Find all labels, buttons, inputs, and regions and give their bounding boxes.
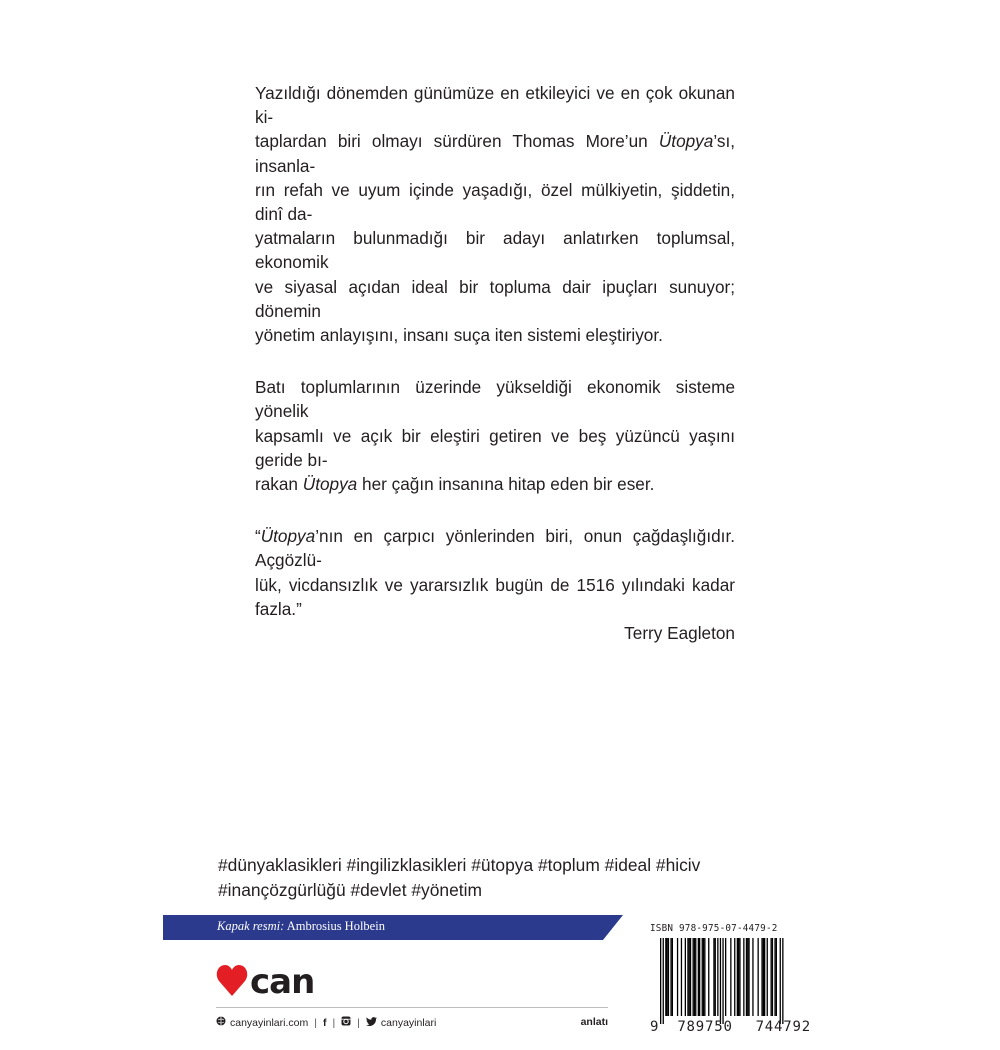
barcode-bar — [780, 938, 781, 1024]
cover-credit-banner — [163, 915, 623, 940]
barcode-bar — [702, 938, 703, 1016]
barcode-bar — [746, 938, 747, 1016]
footer-separator: | — [357, 1016, 360, 1029]
series-label: anlatı — [580, 1016, 608, 1028]
barcode-bar — [752, 938, 753, 1016]
barcode-bar — [725, 938, 726, 1016]
barcode-bar — [703, 938, 704, 1016]
barcode-bar — [720, 938, 721, 1024]
footer-separator: | — [314, 1016, 317, 1029]
barcode-bar — [695, 938, 696, 1016]
barcode-bar — [687, 938, 688, 1016]
logo-text: can — [250, 962, 315, 1000]
barcode-bar — [772, 938, 773, 1016]
book-title-italic: Ütopya — [302, 474, 358, 495]
hashtags-line-2: #inançözgürlüğü #devlet #yönetim — [218, 880, 482, 900]
paragraph-2 — [255, 375, 735, 496]
quote-line-1: “Ütopya’nın en çarpıcı yönlerinden biri, onun çağdaşlığıdır. Açgözlü- — [255, 526, 735, 571]
social-handle[interactable]: canyayinlari — [380, 1016, 437, 1029]
barcode-bar — [771, 938, 772, 1016]
barcode-bar — [738, 938, 739, 1016]
barcode-bar — [767, 938, 768, 1016]
p1-line-6: yönetim anlayışını, insanı suça iten sistemi eleştiriyor. — [255, 325, 663, 346]
book-title-italic: Ütopya — [260, 526, 316, 547]
book-title-italic: Ütopya — [658, 131, 714, 152]
barcode-digit-first: 9 — [650, 1019, 659, 1035]
cover-credit-label: Kapak resmi: — [217, 919, 285, 933]
publisher-footer — [216, 1016, 608, 1032]
barcode-bar — [763, 938, 764, 1016]
barcode-bars — [650, 938, 786, 1024]
barcode-bar — [685, 938, 686, 1016]
publisher-logo — [216, 960, 331, 1000]
barcode-bar — [748, 938, 749, 1016]
description-text — [255, 81, 735, 645]
twitter-icon[interactable] — [366, 1017, 377, 1029]
website-link[interactable]: canyayinlari.com — [230, 1016, 309, 1029]
p1-line-4: yatmaların bulunmadığı bir adayı anlatırken toplumsal, ekonomik — [255, 228, 735, 273]
barcode-bar — [681, 938, 682, 1016]
p1-line-2: taplardan biri olmayı sürdüren Thomas More’un Ütopya’sı, insanla- — [255, 131, 735, 176]
footer-divider — [216, 1007, 608, 1008]
barcode-bar — [747, 938, 748, 1016]
isbn-label: ISBN 978-975-07-4479-2 — [650, 923, 778, 934]
barcode-bar — [677, 938, 678, 1016]
barcode-digits — [650, 1019, 811, 1035]
barcode-bar — [693, 938, 694, 1016]
barcode-bar — [713, 938, 714, 1016]
barcode-bar — [764, 938, 765, 1016]
barcode-bar — [699, 938, 700, 1016]
instagram-icon[interactable] — [341, 1016, 351, 1029]
barcode-bar — [782, 938, 783, 1024]
quote-attribution: Terry Eagleton — [624, 623, 735, 644]
barcode-bar — [668, 938, 669, 1016]
barcode-bar — [690, 938, 691, 1016]
barcode-bar — [704, 938, 705, 1016]
barcode-bar — [670, 938, 671, 1016]
barcode-bar — [689, 938, 690, 1016]
paragraph-1 — [255, 81, 735, 347]
barcode-bar — [730, 938, 731, 1016]
barcode-bar — [776, 938, 777, 1016]
quote-paragraph — [255, 524, 735, 645]
barcode-bar — [694, 938, 695, 1016]
hashtags-line-1: #dünyaklasikleri #ingilizklasikleri #ütopya #toplum #ideal #hiciv — [218, 855, 701, 875]
quote-line-2: lük, vicdansızlık ve yararsızlık bugün de 1516 yılındaki kadar fazla.” — [255, 574, 735, 619]
barcode-bar — [665, 938, 666, 1016]
globe-icon — [216, 1016, 226, 1029]
heart-can-logo-icon — [216, 960, 331, 1000]
barcode-bar — [761, 938, 762, 1016]
barcode-bar — [758, 938, 759, 1016]
barcode-bar — [660, 938, 661, 1024]
barcode-bar — [734, 938, 735, 1016]
p1-line-1: Yazıldığı dönemden günümüze en etkileyici ve en çok okunan ki- — [255, 83, 735, 128]
p2-line-2: kapsamlı ve açık bir eleştiri getiren ve beş yüzüncü yaşını geride bı- — [255, 425, 735, 470]
barcode-bar — [717, 938, 718, 1016]
barcode-bar — [672, 938, 673, 1016]
barcode-bar — [667, 938, 668, 1016]
barcode-bar — [715, 938, 716, 1016]
p1-line-5: ve siyasal açıdan ideal bir topluma dair ipuçları sunuyor; dönemin — [255, 276, 735, 321]
cover-credit-name: Ambrosius Holbein — [286, 919, 385, 933]
cover-credit — [217, 919, 385, 934]
footer-separator: | — [332, 1016, 336, 1029]
isbn-barcode — [650, 923, 811, 1038]
barcode-digits-group-1: 789750 — [677, 1019, 733, 1035]
hashtags — [218, 853, 738, 903]
barcode-bar — [663, 938, 664, 1024]
barcode-bar — [774, 938, 775, 1016]
barcode-bar — [708, 938, 709, 1016]
p2-line-1: Batı toplumlarının üzerinde yükseldiği ekonomik sisteme yönelik — [255, 377, 735, 422]
barcode-bar — [743, 938, 744, 1016]
barcode-bar — [739, 938, 740, 1016]
barcode-bar — [737, 938, 738, 1016]
barcode-bar — [722, 938, 723, 1024]
p2-line-3: rakan Ütopya her çağın insanına hitap eden bir eser. — [255, 474, 655, 495]
barcode-digits-group-2: 744792 — [755, 1019, 811, 1035]
p1-line-3: rın refah ve uyum içinde yaşadığı, özel mülkiyetin, şiddetin, dinî da- — [255, 179, 735, 225]
barcode-bar — [698, 938, 699, 1016]
facebook-icon[interactable]: f — [322, 1016, 327, 1029]
